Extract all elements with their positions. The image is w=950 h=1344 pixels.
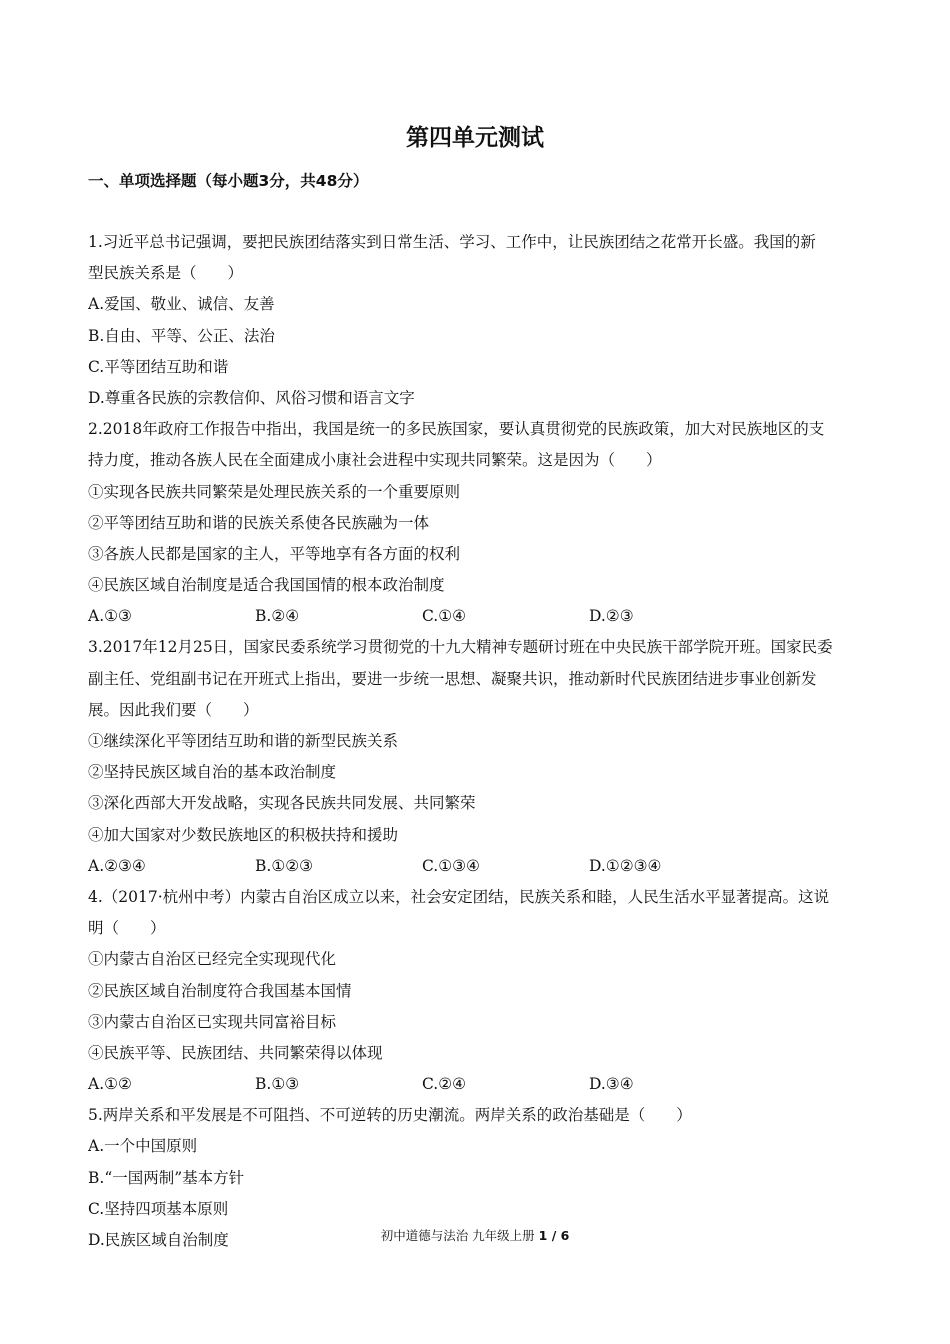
text-line: A.爱国、敬业、诚信、友善 [88,295,275,314]
text-line: ①内蒙古自治区已经完全实现现代化 [88,950,337,969]
text-line: C.坚持四项基本原则 [88,1199,229,1218]
option-row [88,601,868,632]
text-line: 副主任、党组副书记在开班式上指出，要进一步统一思想、凝聚共识，推动新时代民族团结进步事业创新发 [88,669,817,688]
text-line: B.“一国两制”基本方针 [88,1168,245,1187]
text-line: 1.习近平总书记强调，要把民族团结落实到日常生活、学习、工作中，让民族团结之花常开长盛。我国的新 [88,233,816,251]
option-choice: C.②④ [422,1075,467,1094]
text-line: 2.2018年政府工作报告中指出，我国是统一的多民族国家，要认真贯彻党的民族政策，加大对民族地区的支 [88,420,825,439]
footer-label: 初中道德与法治 九年级上册 [380,1228,539,1243]
text-line: ③深化西部大开发战略，实现各民族共同发展、共同繁荣 [88,794,476,813]
text-line: 展。因此我们要（ ） [88,700,259,719]
text-line: 持力度，推动各族人民在全面建成小康社会进程中实现共同繁荣。这是因为（ ） [88,451,662,470]
option-choice: A.①③ [88,607,132,626]
text-line: ④加大国家对少数民族地区的积极扶持和援助 [88,825,399,844]
option-choice: C.①④ [422,607,467,626]
option-choice: D.③④ [589,1075,634,1094]
text-line: 明（ ） [88,919,166,938]
page-number: 1 / 6 [538,1228,570,1243]
option-choice: B.①②③ [255,856,314,875]
text-line: B.自由、平等、公正、法治 [88,326,275,345]
text-line: ③各族人民都是国家的主人，平等地享有各方面的权利 [88,544,461,563]
text-line: ①实现各民族共同繁荣是处理民族关系的一个重要原则 [88,482,461,501]
option-choice: B.①③ [255,1075,300,1094]
text-line: ①继续深化平等团结互助和谐的新型民族关系 [88,732,399,750]
text-line: ④民族区域自治制度是适合我国国情的根本政治制度 [88,576,445,595]
text-line: D.尊重各民族的宗教信仰、风俗习惯和语言文字 [88,388,415,407]
text-line: ②平等团结互助和谐的民族关系使各民族融为一体 [88,513,430,532]
option-choice: B.②④ [255,607,300,626]
page-title: 第四单元测试 [406,125,544,151]
text-line: ③内蒙古自治区已实现共同富裕目标 [88,1012,337,1031]
text-line: ④民族平等、民族团结、共同繁荣得以体现 [88,1043,383,1062]
text-line: ②坚持民族区域自治的基本政治制度 [88,763,337,782]
option-choice: D.②③ [589,607,634,626]
text-line: C.平等团结互助和谐 [88,357,229,376]
text-line: 4.（2017·杭州中考）内蒙古自治区成立以来，社会安定团结，民族关系和睦，人民生活水平显著提高。这说 [88,887,830,906]
option-choice: D.①②③④ [589,856,662,875]
question-content [88,227,868,1256]
text-line: ②民族区域自治制度符合我国基本国情 [88,981,352,1000]
text-line: 型民族关系是（ ） [88,264,244,283]
option-choice: C.①③④ [422,856,480,875]
text-line: A.一个中国原则 [88,1137,198,1156]
text-line: 5.两岸关系和平发展是不可阻挡、不可逆转的历史潮流。两岸关系的政治基础是（ ） [88,1106,692,1125]
page-footer [0,1227,950,1245]
text-line: 3.2017年12月25日，国家民委系统学习贯彻党的十九大精神专题研讨班在中央民族干部学院开班。国家民委 [88,638,833,657]
text-line: D.民族区域自治制度 [88,1231,229,1249]
option-choice: A.②③④ [88,856,146,875]
option-row [88,1069,868,1100]
option-choice: A.①② [88,1075,132,1094]
section-heading: 一、单项选择题（每小题3分，共48分） [88,172,369,190]
option-row [88,851,868,882]
